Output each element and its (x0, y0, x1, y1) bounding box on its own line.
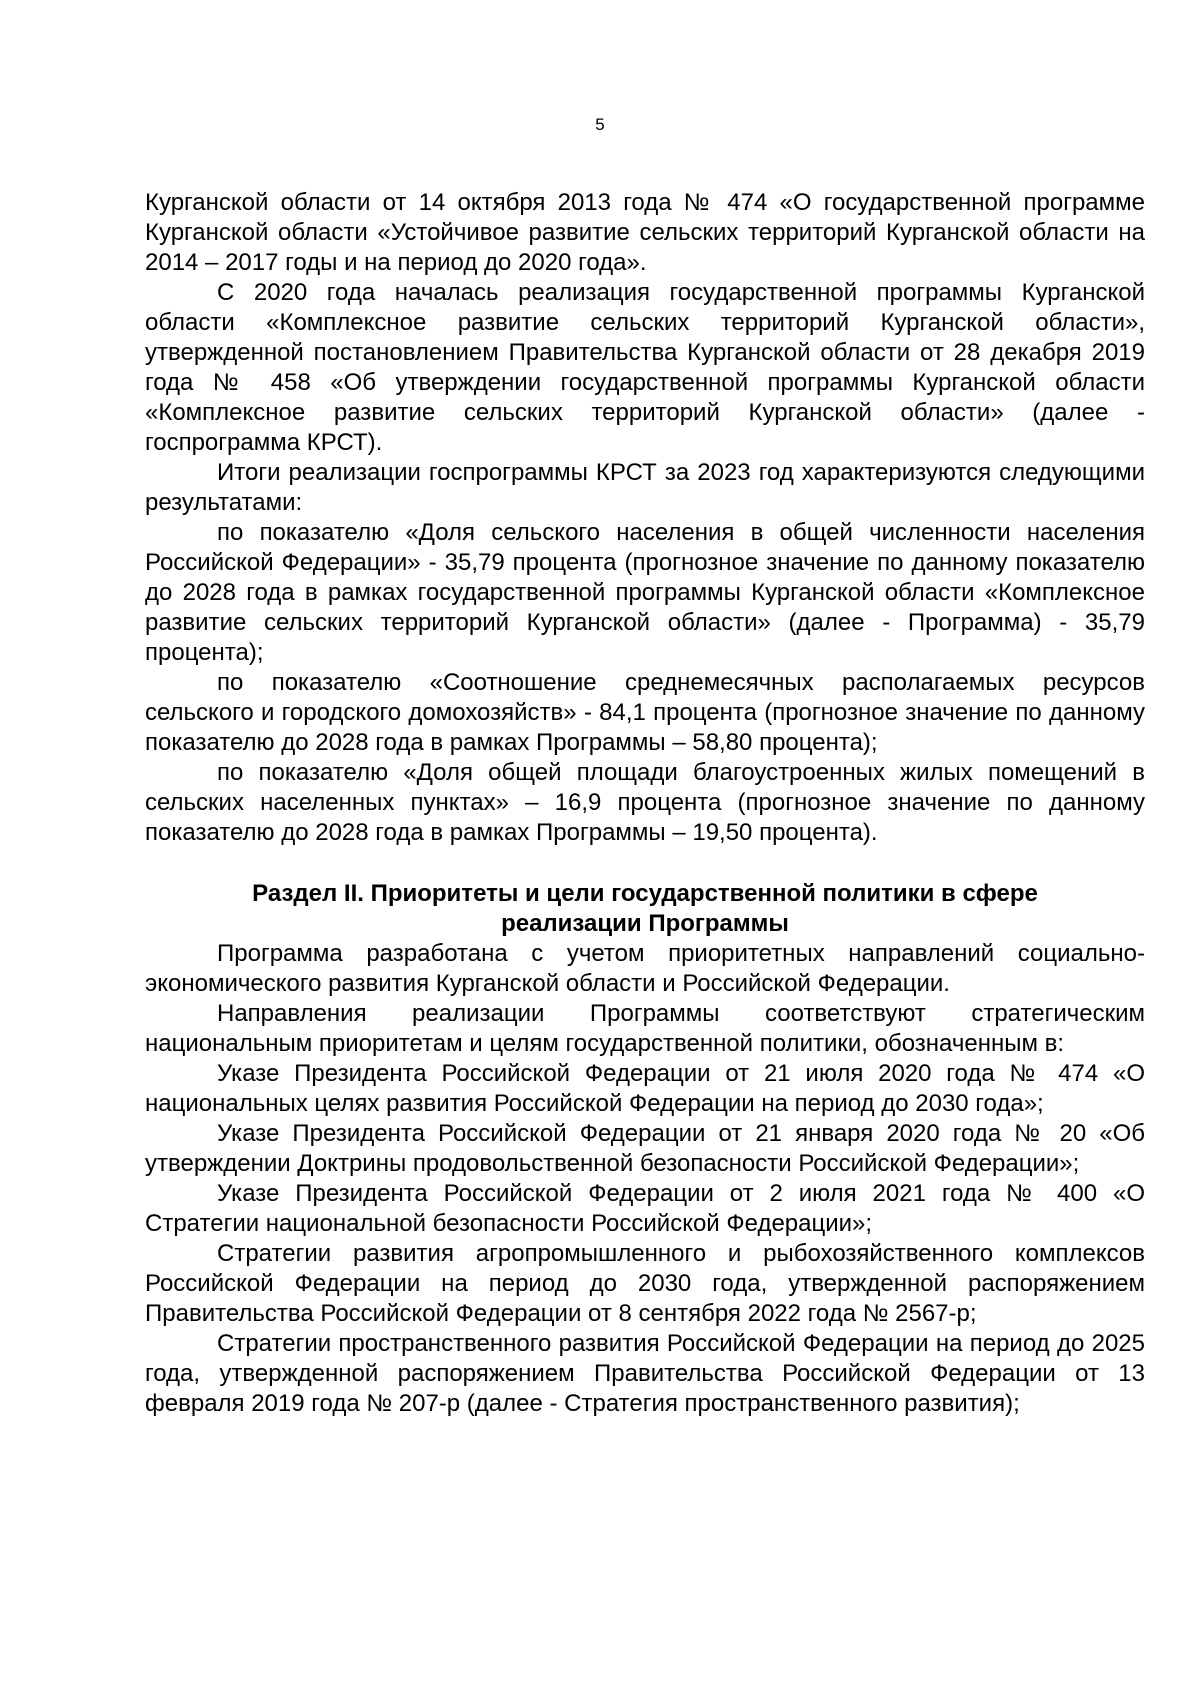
paragraph-indicator-household-ratio: по показателю «Соотношение среднемесячных располагаемых ресурсов сельского и городского домохозяйств» - 84,1 процента (прогнозное значение по данному показателю до 2028 года в рамках Программы – 58,80 процента); (145, 669, 1145, 756)
section-heading (145, 879, 1145, 939)
paragraph-results-intro: Итоги реализации госпрограммы КРСТ за 2023 год характеризуются следующими результатами: (145, 459, 1145, 516)
paragraph-strategy-spatial: Стратегии пространственного развития Российской Федерации на период до 2025 года, утвержденной распоряжением Правительства Российской Федерации от 13 февраля 2019 года № 207-р (далее - Стратегия пространственного развития); (145, 1330, 1145, 1417)
paragraph-decree-20: Указе Президента Российской Федерации от 21 января 2020 года № 20 «Об утверждении Доктрины продовольственной безопасности Российской Федерации»; (145, 1120, 1145, 1177)
paragraph-program-basis: Программа разработана с учетом приоритетных направлений социально-экономического развития Курганской области и Российской Федерации. (145, 940, 1145, 997)
document-body (145, 188, 1145, 1419)
paragraph-program-start: С 2020 года началась реализация государственной программы Курганской области «Комплексное развитие сельских территорий Курганской области», утвержденной постановлением Правительства Курганской области от 28 декабря 2019 года № 458 «Об утверждении государственной программы Курганской области «Комплексное развитие сельских территорий Курганской области» (далее - госпрограмма КРСТ). (145, 279, 1145, 456)
paragraph-decree-474: Указе Президента Российской Федерации от 21 июля 2020 года № 474 «О национальных целях развития Российской Федерации на период до 2030 года»; (145, 1060, 1145, 1117)
paragraph-continuation: Курганской области от 14 октября 2013 года № 474 «О государственной программе Курганской области «Устойчивое развитие сельских территорий Курганской области на 2014 – 2017 годы и на период до 2020 года». (145, 189, 1145, 276)
page-number: 5 (595, 115, 605, 134)
paragraph-decree-400: Указе Президента Российской Федерации от 2 июля 2021 года № 400 «О Стратегии национальной безопасности Российской Федерации»; (145, 1180, 1145, 1237)
paragraph-indicator-rural-share: по показателю «Доля сельского населения в общей численности населения Российской Федерации» - 35,79 процента (прогнозное значение по данному показателю до 2028 года в рамках государственной программы Курганской области «Комплексное развитие сельских территорий Курганской области» (далее - Программа) - 35,79 процента); (145, 519, 1145, 666)
paragraph-strategy-agro: Стратегии развития агропромышленного и рыбохозяйственного комплексов Российской Федерации на период до 2030 года, утвержденной распоряжением Правительства Российской Федерации от 8 сентября 2022 года № 2567-р; (145, 1240, 1145, 1327)
paragraph-indicator-housing-area: по показателю «Доля общей площади благоустроенных жилых помещений в сельских населенных пунктах» – 16,9 процента (прогнозное значение по данному показателю до 2028 года в рамках Программы – 19,50 процента). (145, 759, 1145, 846)
paragraph-directions: Направления реализации Программы соответствуют стратегическим национальным приоритетам и целям государственной политики, обозначенным в: (145, 1000, 1145, 1057)
section-heading-line-1: Раздел II. Приоритеты и цели государственной политики в сфере (252, 880, 1038, 907)
section-heading-line-2: реализации Программы (501, 910, 789, 937)
